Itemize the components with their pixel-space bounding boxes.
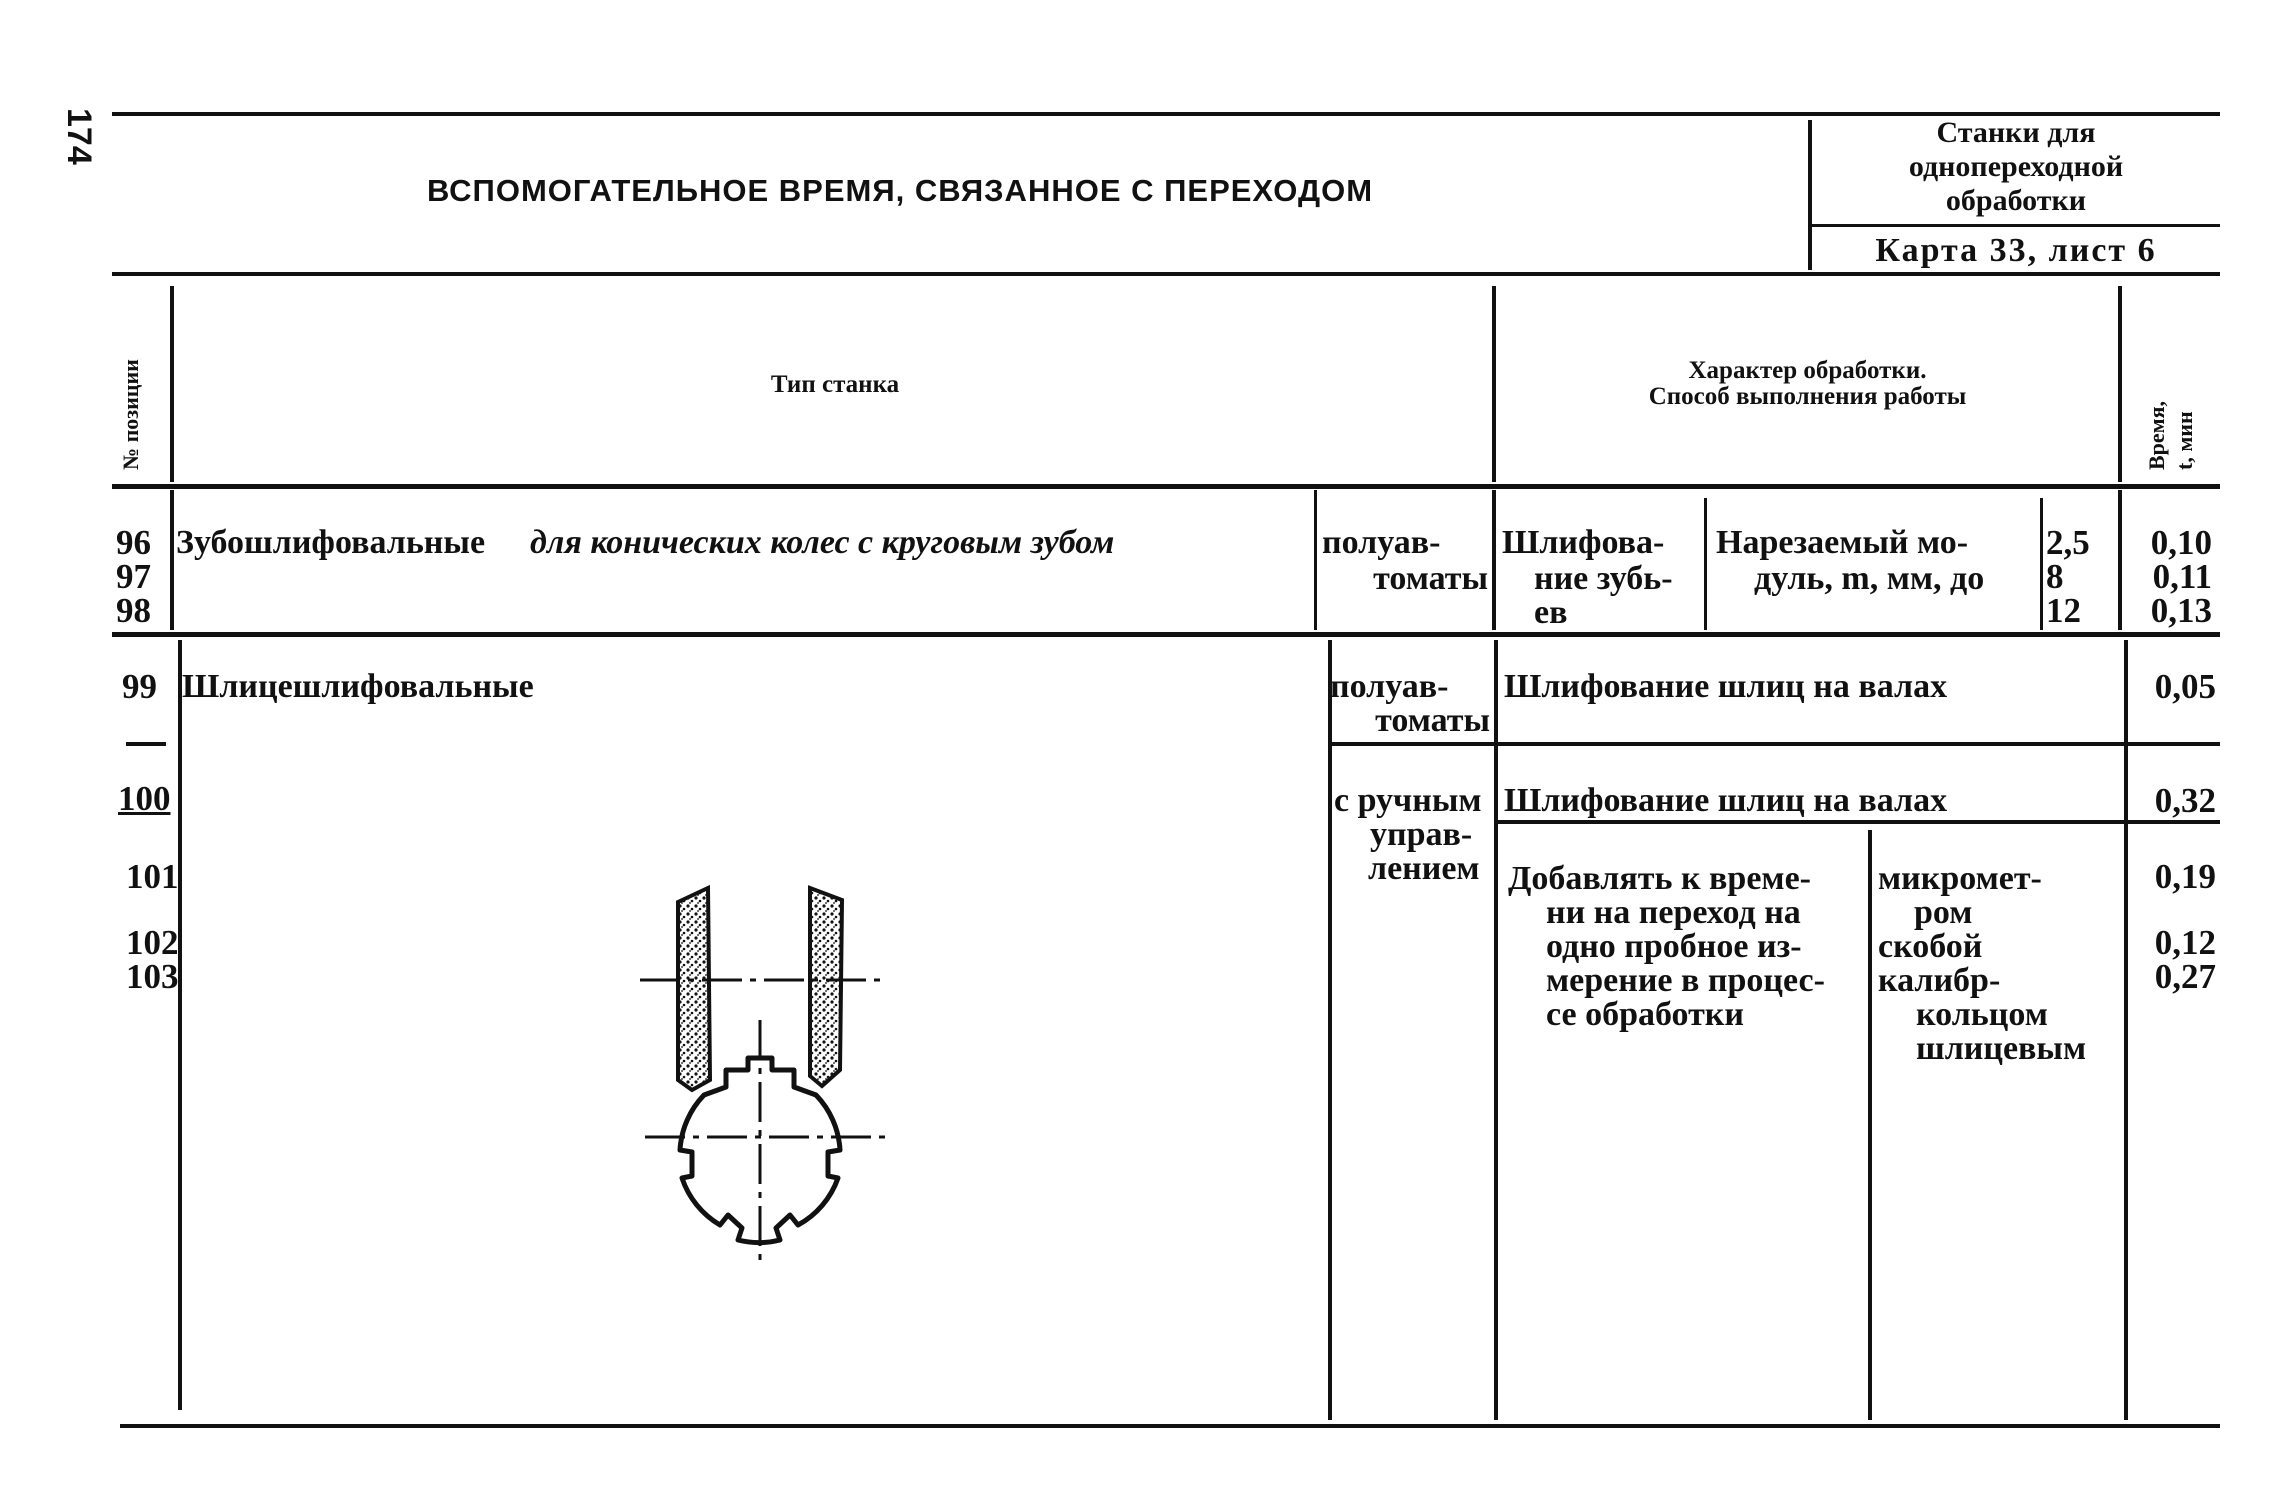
position-100: 100	[118, 779, 171, 818]
position-103: 103	[126, 957, 179, 996]
position-99: 99	[122, 667, 157, 706]
b1-param-2: дуль, m, мм, до	[1754, 560, 1985, 597]
b1-rule-work	[1492, 490, 1496, 630]
b1-subtype-2: томаты	[1373, 560, 1488, 597]
bottom-rule	[120, 1424, 2220, 1428]
measure-add-2: ни на переход на	[1546, 894, 1801, 931]
row99-bottom-rule-pos	[126, 742, 166, 746]
card-reference: Карта 33, лист 6	[1875, 232, 2157, 269]
col-header-time-1: Время,	[2144, 400, 2169, 470]
position-102: 102	[126, 923, 179, 962]
b1-rule-param	[1704, 498, 1707, 630]
machines-heading-1: Станки для	[1936, 116, 2096, 149]
b1-rule-module	[2040, 498, 2043, 630]
tool-ring-1: калибр-	[1878, 962, 2001, 999]
b1-work-2: ние зубь-	[1534, 560, 1673, 597]
b2-rule-tool	[1868, 830, 1872, 1420]
b2-rule-time	[2124, 640, 2128, 1420]
row99-subtype-1: полуав-	[1330, 668, 1449, 705]
col-header-machine-type: Тип станка	[770, 371, 900, 398]
top-rule	[112, 112, 2220, 116]
page-number: 174	[60, 108, 98, 165]
time-103: 0,27	[2154, 957, 2216, 996]
machine-gear-grinding: Зубошлифовальные	[176, 524, 486, 561]
tool-ring-2: кольцом	[1916, 996, 2048, 1033]
tool-caliper: скобой	[1878, 928, 1983, 965]
machines-heading-2: однопереходной	[1908, 150, 2124, 183]
card-rule	[1812, 224, 2220, 227]
row99-work: Шлифование шлиц на валах	[1504, 668, 1948, 705]
tool-micrometer-2: ром	[1914, 894, 1973, 931]
time-98: 0,13	[2150, 591, 2212, 630]
position-96: 96	[116, 523, 151, 562]
row100-subtype-1: с ручным	[1334, 782, 1482, 819]
measure-add-4: мерение в процес-	[1546, 962, 1825, 999]
row100-subtype-2: управ-	[1370, 816, 1473, 853]
measure-add-3: одно пробное из-	[1546, 928, 1802, 965]
time-100: 0,32	[2154, 781, 2216, 820]
block1-bottom-rule	[112, 632, 2220, 637]
b1-param-1: Нарезаемый мо-	[1716, 524, 1969, 561]
spline-grinding-diagram-icon	[630, 880, 900, 1270]
module-3: 12	[2046, 591, 2081, 630]
time-101: 0,19	[2154, 857, 2216, 896]
time-102: 0,12	[2154, 923, 2216, 962]
page-title: ВСПОМОГАТЕЛЬНОЕ ВРЕМЯ, СВЯЗАННОЕ С ПЕРЕХОДОМ	[426, 173, 1374, 208]
b1-rule-pos	[170, 490, 174, 630]
measure-add-5: се обработки	[1546, 996, 1744, 1033]
row100-subtype-3: лением	[1368, 850, 1480, 887]
time-99: 0,05	[2154, 667, 2216, 706]
col-header-time-2: t, мин	[2172, 411, 2197, 470]
b2-rule-subtype	[1328, 640, 1332, 1420]
row100-work: Шлифование шлиц на валах	[1504, 782, 1948, 819]
machine-spline-grinding: Шлицешлифовальные	[182, 668, 534, 705]
col-rule-type	[1492, 286, 1496, 482]
b1-work-3: ев	[1534, 594, 1568, 631]
machines-heading-3: обработки	[1945, 184, 2087, 217]
column-header-rule	[112, 484, 2220, 489]
b1-rule-time	[2118, 490, 2122, 630]
module-1: 2,5	[2046, 523, 2090, 562]
machine-gear-grinding-desc: для конических колес с круговым зубом	[530, 524, 1115, 561]
measure-add-1: Добавлять к време-	[1508, 860, 1811, 897]
tool-ring-3: шлицевым	[1916, 1030, 2087, 1067]
b1-rule-subtype	[1314, 490, 1317, 630]
col-header-processing-2: Способ выполнения работы	[1648, 383, 1967, 410]
time-97: 0,11	[2152, 557, 2212, 596]
row100-bottom-rule	[1498, 820, 2220, 824]
time-96: 0,10	[2150, 523, 2212, 562]
tool-micrometer-1: микромет-	[1878, 860, 2042, 897]
header-bottom-rule	[112, 272, 2220, 276]
position-101: 101	[126, 857, 179, 896]
col-header-processing-1: Характер обработки.	[1688, 357, 1927, 384]
position-97: 97	[116, 557, 151, 596]
row99-bottom-rule-right	[1328, 742, 2220, 746]
b1-work-1: Шлифова-	[1502, 524, 1665, 561]
col-rule-time	[2118, 286, 2122, 482]
position-98: 98	[116, 591, 151, 630]
row99-subtype-2: томаты	[1375, 702, 1490, 739]
b2-rule-pos	[178, 640, 182, 1410]
module-2: 8	[2046, 557, 2064, 596]
b1-subtype-1: полуав-	[1322, 524, 1441, 561]
col-rule-pos	[170, 286, 174, 482]
col-header-position: № позиции	[118, 359, 143, 470]
b2-rule-work	[1494, 640, 1498, 1420]
